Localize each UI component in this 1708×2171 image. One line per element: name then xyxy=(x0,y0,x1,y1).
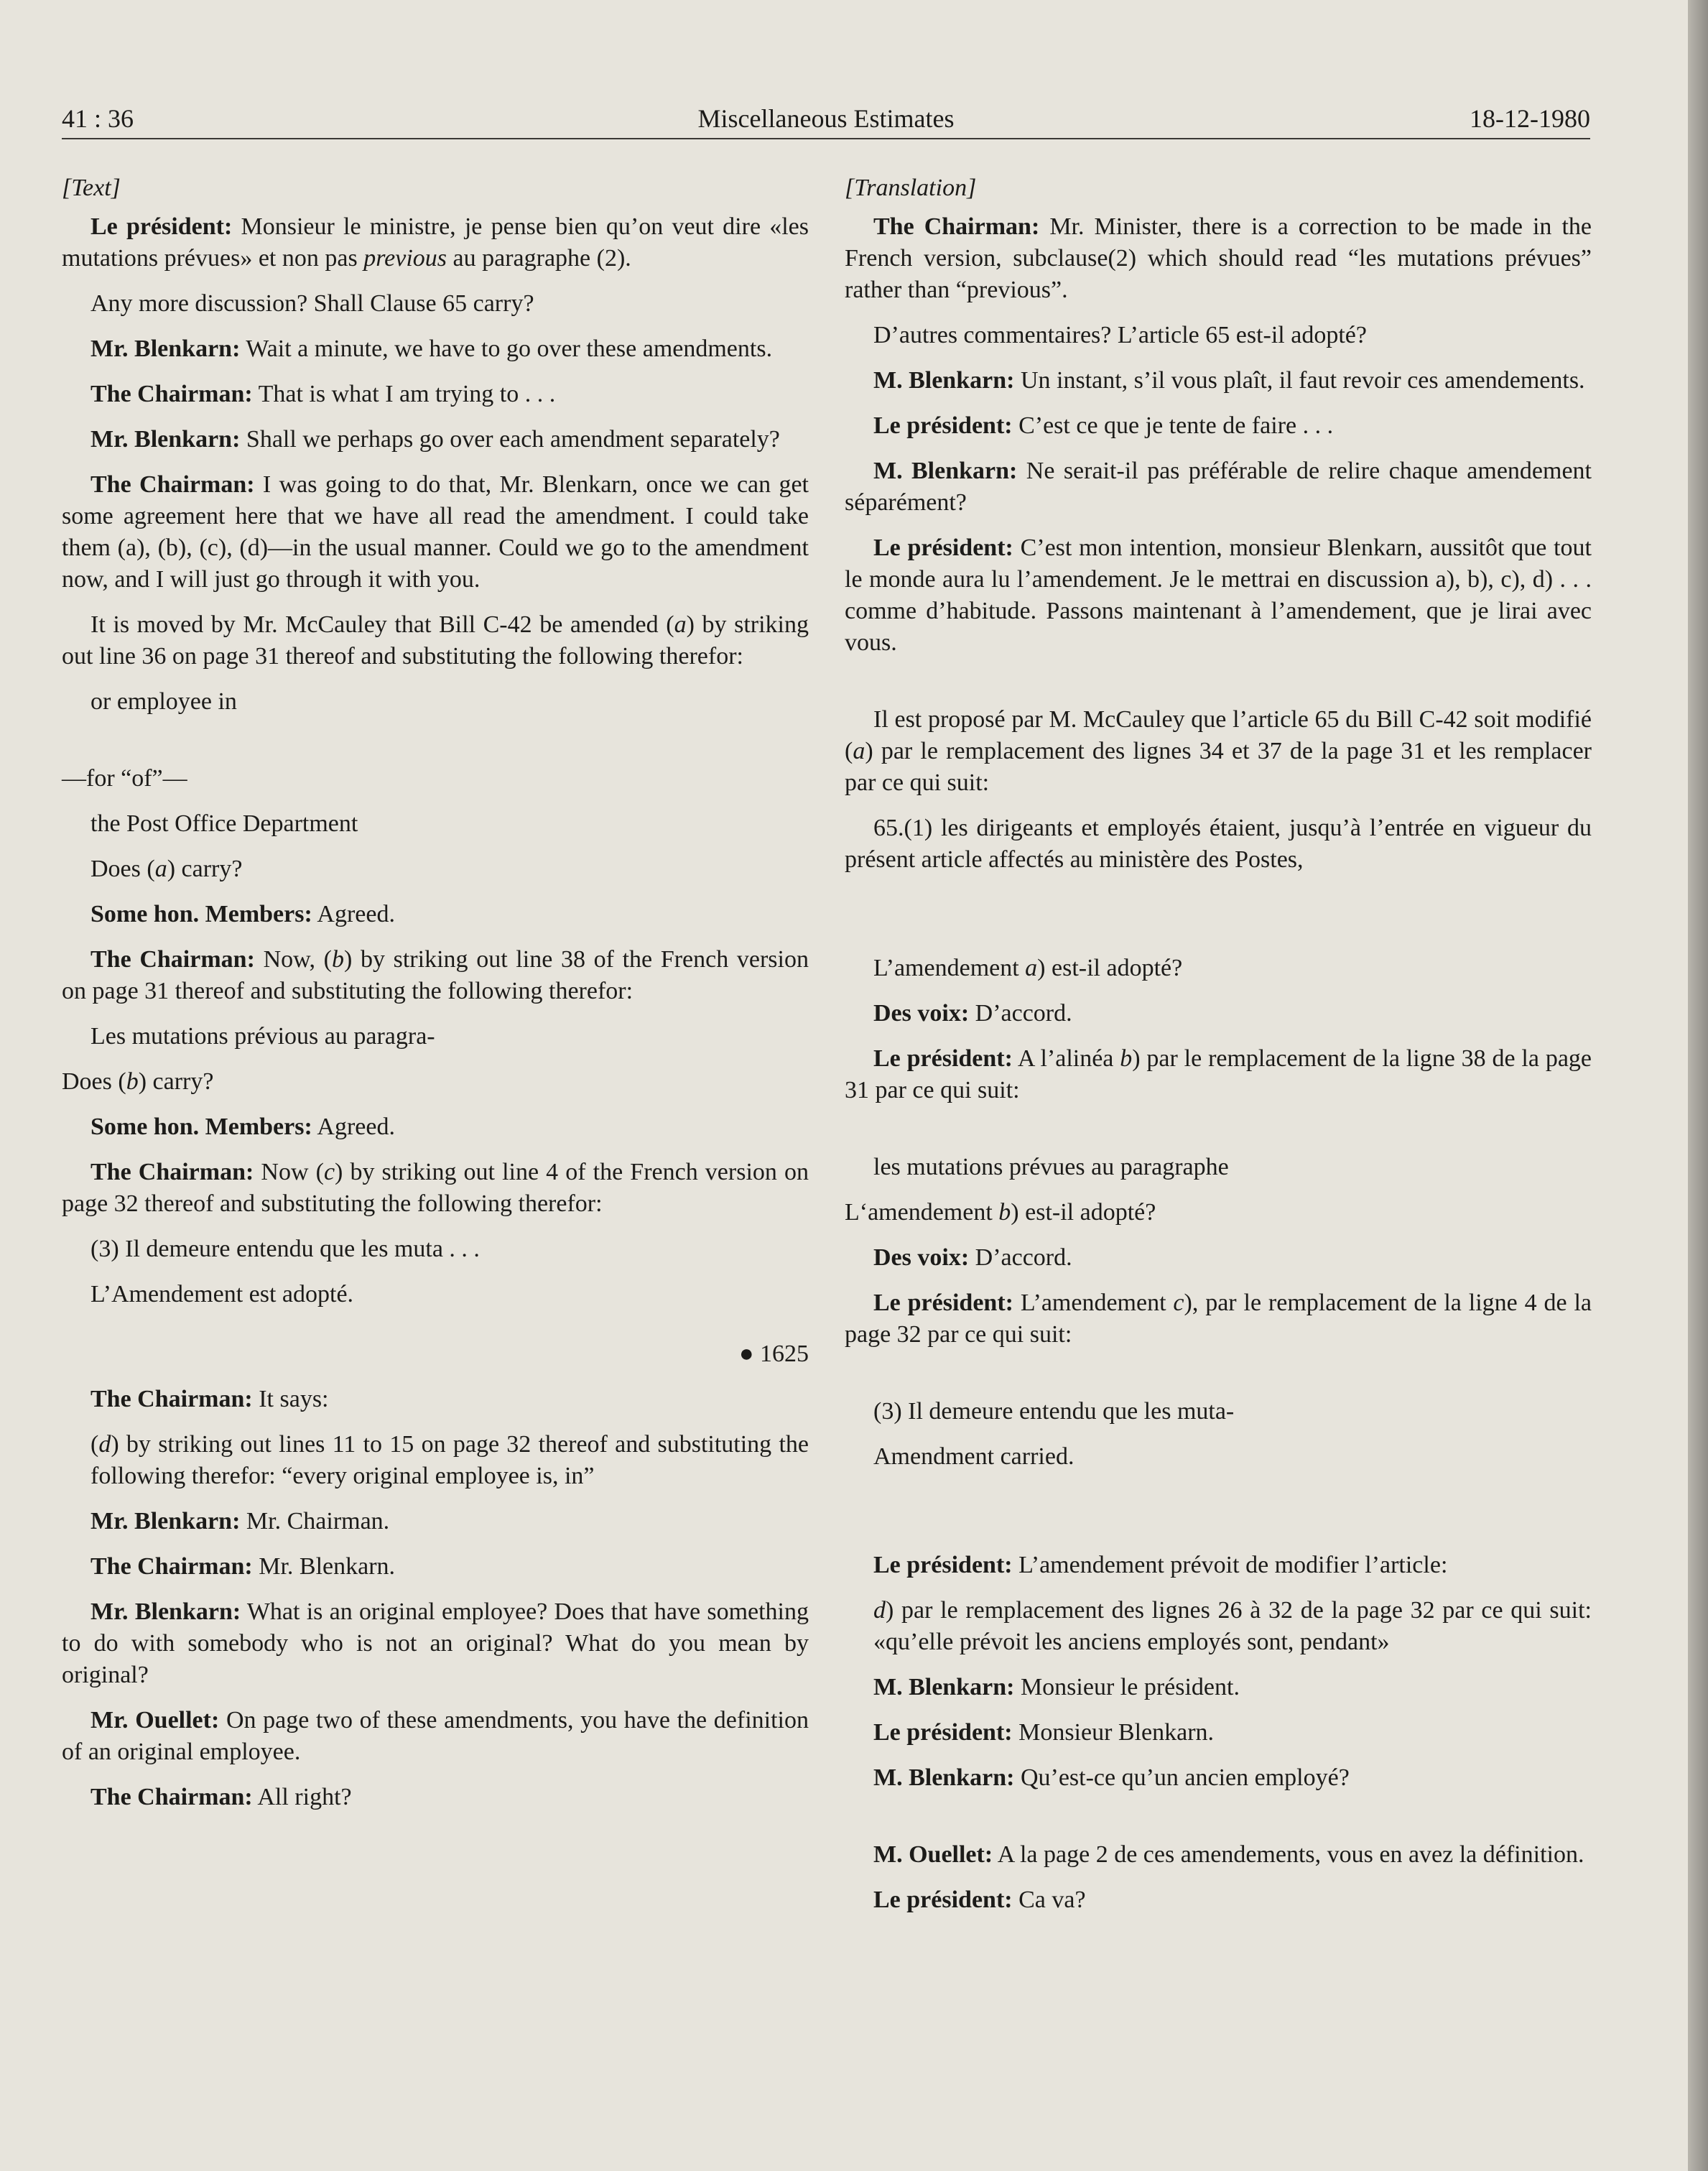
paragraph: L’amendement a) est-il adopté? xyxy=(873,955,1183,981)
quoted-amendment: 65.(1) les dirigeants et employés étaient, jusqu’à l’entrée en vigueur du présent article affectés au ministère des Postes, xyxy=(845,815,1592,873)
paragraph: The Chairman: It says: xyxy=(90,1386,329,1412)
paragraph: M. Blenkarn: Ne serait-il pas préférable de relire chaque amendement séparément? xyxy=(845,458,1592,516)
speaker-name: Some hon. Members: xyxy=(90,1114,312,1140)
paragraph: The Chairman: That is what I am trying to . . . xyxy=(90,381,556,407)
speaker-name: Le président: xyxy=(873,1719,1013,1746)
paragraph: M. Blenkarn: Monsieur le président. xyxy=(873,1674,1240,1700)
speaker-name: The Chairman: xyxy=(90,1784,253,1810)
paragraph: L‘amendement b) est-il adopté? xyxy=(845,1199,1156,1226)
paragraph: Le président: C’est ce que je tente de faire . . . xyxy=(873,412,1334,439)
speaker-name: Le président: xyxy=(873,1045,1013,1072)
page-header xyxy=(62,101,1590,139)
paragraph: Any more discussion? Shall Clause 65 carry? xyxy=(90,290,534,317)
text-label: [Text] xyxy=(62,175,121,201)
speaker-name: The Chairman: xyxy=(90,946,255,973)
speaker-name: M. Blenkarn: xyxy=(873,1674,1015,1700)
paragraph: Le président: L’amendement prévoit de modifier l’article: xyxy=(873,1552,1448,1578)
speaker-name: Mr. Blenkarn: xyxy=(90,335,241,362)
speaker-name: The Chairman: xyxy=(90,471,255,498)
paragraph: —for “of”— xyxy=(62,765,187,792)
speaker-name: Le président: xyxy=(873,412,1013,439)
time-marker: ● 1625 xyxy=(738,1341,809,1367)
paragraph: M. Blenkarn: Un instant, s’il vous plaît, il faut revoir ces amendements. xyxy=(873,367,1585,394)
speaker-name: Le président: xyxy=(90,213,233,240)
speaker-name: Des voix: xyxy=(873,1000,970,1027)
paragraph: Le président: Monsieur Blenkarn. xyxy=(873,1719,1215,1746)
speaker-name: Some hon. Members: xyxy=(90,901,312,927)
english-column xyxy=(62,172,809,1827)
paragraph: Des voix: D’accord. xyxy=(873,1244,1072,1271)
paragraph: It is moved by Mr. McCauley that Bill C-42 be amended (a) by striking out line 36 on page 31 thereof and substituting the following therefor: xyxy=(62,611,809,670)
speaker-name: M. Blenkarn: xyxy=(873,1764,1015,1791)
page-edge-shadow xyxy=(1688,0,1708,2171)
paragraph: M. Blenkarn: Qu’est-ce qu’un ancien employé? xyxy=(873,1764,1350,1791)
speaker-name: The Chairman: xyxy=(90,1159,254,1185)
quoted-amendment: les mutations prévues au paragraphe xyxy=(873,1154,1229,1180)
paragraph: The Chairman: Mr. Blenkarn. xyxy=(90,1553,396,1580)
paragraph: D’autres commentaires? L’article 65 est-il adopté? xyxy=(873,322,1367,348)
speaker-name: Des voix: xyxy=(873,1244,970,1271)
speaker-name: The Chairman: xyxy=(90,381,253,407)
running-title: Miscellaneous Estimates xyxy=(697,104,955,133)
paragraph: Le président: Ca va? xyxy=(873,1887,1086,1913)
paragraph: M. Ouellet: A la page 2 de ces amendements, vous en avez la définition. xyxy=(873,1841,1584,1868)
speaker-name: The Chairman: xyxy=(873,213,1040,240)
page-number: 41 : 36 xyxy=(62,104,134,133)
paragraph: Le président: L’amendement c), par le remplacement de la ligne 4 de la page 32 par ce qui suit: xyxy=(845,1290,1592,1348)
paragraph: Mr. Blenkarn: Wait a minute, we have to go over these amendments. xyxy=(90,335,773,362)
quoted-amendment: the Post Office Department xyxy=(90,810,358,837)
speaker-name: M. Ouellet: xyxy=(873,1841,993,1868)
speaker-name: Mr. Blenkarn: xyxy=(90,1508,241,1534)
paragraph: Some hon. Members: Agreed. xyxy=(90,901,395,927)
quoted-amendment: or employee in xyxy=(90,688,237,715)
paragraph: Amendment carried. xyxy=(873,1443,1075,1470)
paragraph: Does (a) carry? xyxy=(90,856,243,882)
sitting-date: 18-12-1980 xyxy=(1470,104,1590,133)
translation-label: [Translation] xyxy=(845,175,977,201)
paragraph: Does (b) carry? xyxy=(62,1068,214,1095)
quoted-amendment: (3) Il demeure entendu que les muta . . . xyxy=(90,1236,480,1262)
speaker-name: M. Blenkarn: xyxy=(873,458,1018,484)
quoted-amendment: d) par le remplacement des lignes 26 à 32 de la page 32 par ce qui suit: «qu’elle prévoit les anciens employés sont, pendant» xyxy=(873,1597,1592,1655)
paragraph: The Chairman: Now, (b) by striking out line 38 of the French version on page 31 thereof and substituting the following therefor: xyxy=(62,946,809,1004)
paragraph: Some hon. Members: Agreed. xyxy=(90,1114,395,1140)
speaker-name: Le président: xyxy=(873,534,1013,561)
paragraph: Le président: C’est mon intention, monsieur Blenkarn, aussitôt que tout le monde aura lu l’amendement. Je le mettrai en discussion a), b), c), d) . . . comme d’habitude. Passons maintenant à l’amendement, que je lirai avec vous. xyxy=(845,534,1592,656)
paragraph: The Chairman: Now (c) by striking out line 4 of the French version on page 32 thereof and substituting the following therefor: xyxy=(62,1159,809,1217)
paragraph: Mr. Ouellet: On page two of these amendments, you have the definition of an original employee. xyxy=(62,1707,809,1765)
speaker-name: Le président: xyxy=(873,1887,1013,1913)
paragraph: Mr. Blenkarn: Mr. Chairman. xyxy=(90,1508,390,1534)
speaker-name: Mr. Blenkarn: xyxy=(90,1598,241,1625)
paragraph: Le président: A l’alinéa b) par le remplacement de la ligne 38 de la page 31 par ce qui suit: xyxy=(845,1045,1592,1103)
speaker-name: Le président: xyxy=(873,1290,1013,1316)
speaker-name: M. Blenkarn: xyxy=(873,367,1015,394)
paragraph: Il est proposé par M. McCauley que l’article 65 du Bill C-42 soit modifié (a) par le remplacement des lignes 34 et 37 de la page 31 et les remplacer par ce qui suit: xyxy=(845,706,1592,796)
speaker-name: The Chairman: xyxy=(90,1386,253,1412)
speaker-name: Le président: xyxy=(873,1552,1013,1578)
paragraph: The Chairman: I was going to do that, Mr. Blenkarn, once we can get some agreement here that we have all read the amendment. I could take them (a), (b), (c), (d)—in the usual manner. Could we go to the amendment now, and I will just go through it with you. xyxy=(62,471,809,593)
quoted-amendment: Les mutations prévious au paragra- xyxy=(90,1023,435,1050)
paragraph: The Chairman: Mr. Minister, there is a correction to be made in the French version, subclause(2) which should read “les mutations prévues” rather than “previous”. xyxy=(845,213,1592,303)
quoted-amendment: (3) Il demeure entendu que les muta- xyxy=(873,1398,1235,1425)
speaker-name: Mr. Ouellet: xyxy=(90,1707,220,1733)
paragraph: L’Amendement est adopté. xyxy=(90,1281,354,1307)
translation-column xyxy=(845,172,1592,1930)
speaker-name: The Chairman: xyxy=(90,1553,253,1580)
speaker-name: Mr. Blenkarn: xyxy=(90,426,241,453)
paragraph: The Chairman: All right? xyxy=(90,1784,352,1810)
paragraph: Le président: Monsieur le ministre, je pense bien qu’on veut dire «les mutations prévues» et non pas previous au paragraphe (2). xyxy=(62,213,809,272)
quoted-amendment: (d) by striking out lines 11 to 15 on page 32 thereof and substituting the following therefor: “every original employee is, in” xyxy=(90,1431,809,1489)
paragraph: Mr. Blenkarn: Shall we perhaps go over each amendment separately? xyxy=(90,426,780,453)
paragraph: Mr. Blenkarn: What is an original employee? Does that have something to do with somebody who is not an original? What do you mean by original? xyxy=(62,1598,809,1688)
paragraph: Des voix: D’accord. xyxy=(873,1000,1072,1027)
